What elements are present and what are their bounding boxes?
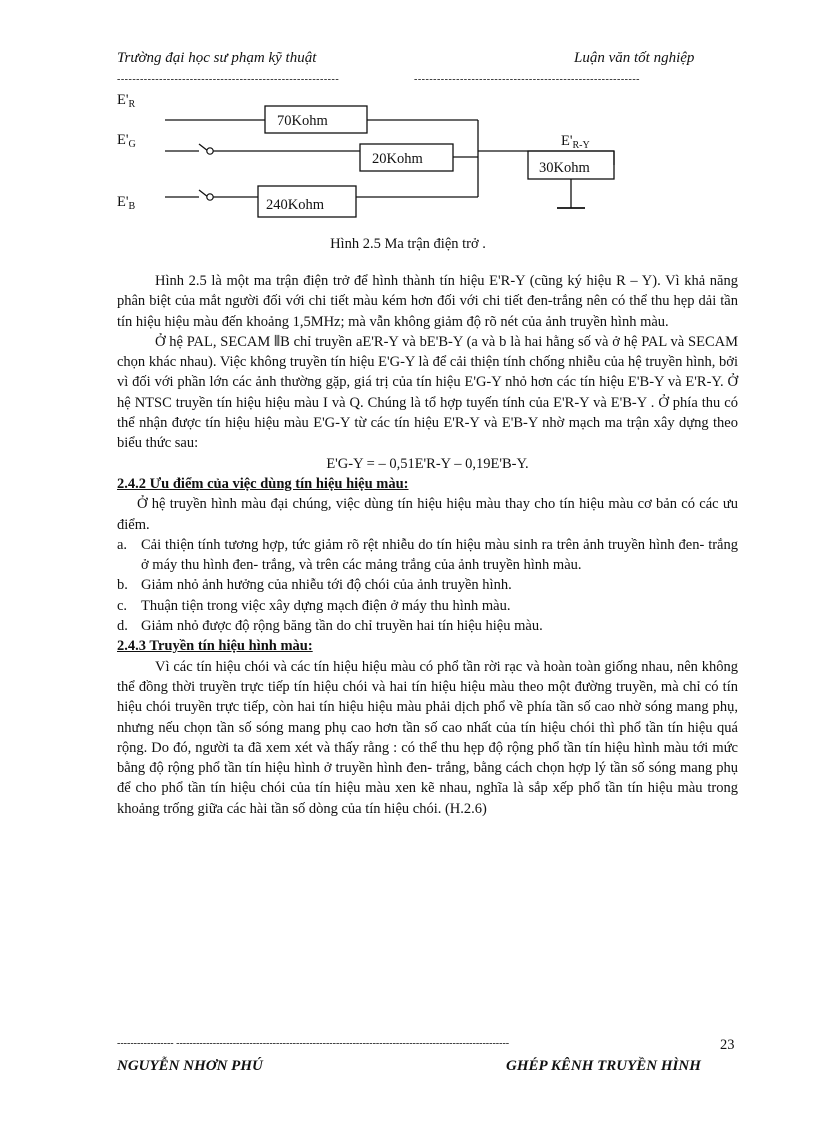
figure-caption: Hình 2.5 Ma trận điện trở . bbox=[330, 236, 486, 252]
label-resistor-30k: 30Kohm bbox=[539, 160, 590, 176]
list-item-text: Giảm nhỏ ảnh hưởng của nhiễu tới độ chói của ảnh truyền hình. bbox=[141, 577, 512, 594]
terminal-g bbox=[207, 148, 213, 154]
terminal-b bbox=[207, 194, 213, 200]
page-number: 23 bbox=[720, 1037, 735, 1053]
footer-author: NGUYỄN NHƠN PHÚ bbox=[117, 1058, 263, 1074]
list-item-text: Thuận tiện trong việc xây dựng mạch điện ở máy thu hình màu. bbox=[141, 597, 511, 614]
label-resistor-20k: 20Kohm bbox=[372, 151, 423, 167]
section-heading-2-4-2: 2.4.2 Ưu điểm của việc dùng tín hiệu hiệu màu: bbox=[117, 475, 409, 492]
paragraph-3: Ở hệ truyền hình màu đại chúng, việc dùng tín hiệu hiệu màu thay cho tín hiệu màu cơ bản có các ưu điểm. bbox=[117, 496, 738, 533]
list-item bbox=[117, 575, 738, 595]
list-item-label: b. bbox=[117, 577, 128, 594]
resistor-matrix-diagram bbox=[0, 0, 816, 260]
list-item-text: Giảm nhỏ được độ rộng băng tần do chỉ truyền hai tín hiệu hiệu màu. bbox=[141, 618, 543, 635]
footer-rule: ----------------- ---------------------------------------------------------------------------------------------------- bbox=[117, 1038, 510, 1049]
label-input-r: $E'_R$ bbox=[117, 92, 136, 110]
list-item bbox=[117, 616, 738, 636]
list-item-label: a. bbox=[117, 536, 128, 553]
list-item bbox=[117, 596, 738, 616]
label-resistor-240k: 240Kohm bbox=[266, 197, 324, 213]
section-heading-2-4-3: 2.4.3 Truyền tín hiệu hình màu: bbox=[117, 638, 313, 655]
paragraph-2: Ở hệ PAL, SECAM ⫴B chỉ truyền aE'R-Y và bE'B-Y (a và b là hai hằng số và ở hệ PAL và SECAM chọn khác nhau). Việc không truyền tín hiệu E'G-Y là để cải thiện tính chống nhiễu của hệ truyền hình, bởi vì đối với phần lớn các ảnh thường gặp, giá trị của tín hiệu E'G-Y nhỏ hơn các tín hiệu E'B-Y và E'R-Y. Ở hệ NTSC truyền tín hiệu hiệu màu I và Q. Chúng là tổ hợp tuyến tính của E'R-Y và E'B-Y . Ở phía thu có thể nhận được tín hiệu hiệu màu E'G-Y từ các tín hiệu E'R-Y và E'B-Y nhờ mạch ma trận xây dựng theo biểu thức sau: bbox=[117, 333, 738, 452]
label-output: $E'_{R-Y}$ bbox=[561, 133, 590, 151]
list-item bbox=[117, 535, 738, 576]
label-input-g: $E'_G$ bbox=[117, 132, 136, 150]
paragraph-4: Vì các tín hiệu chói và các tín hiệu hiệu màu có phổ tần rời rạc và hoàn toàn giống nhau, nên không thể đồng thời truyền trực tiếp tín hiệu chói và hai tín hiệu hiệu màu theo một đường truyền, mà chỉ có tín hiệu chói truyền trực tiếp, còn hai tín hiệu hiệu màu phải dịch phổ về phía tần số cao nhờ sóng mang phụ, nhưng nếu chọn tần số sóng mang phụ cao hơn tần số cao nhất của tín hiệu chói thì phổ tần tín hiệu quá rộng. Do đó, người ta đã xem xét và thấy rằng : có thể thu hẹp độ rộng phổ tần tín hiệu hình màu tới mức bằng độ rộng phổ tần tín hiệu hình ở truyền hình đen- trắng, bằng cách chọn hợp lý tần số sóng mang phụ để cho phổ tần tín hiệu chói của tín hiệu màu xen kẽ nhau, nghĩa là sắp xếp phổ tần tín hiệu màu trong khoảng trống giữa các hài tần số dòng của tín hiệu chói. (H.2.6) bbox=[117, 658, 738, 817]
header-thesis: Luận văn tốt nghiệp bbox=[574, 50, 695, 66]
footer-title: GHÉP KÊNH TRUYỀN HÌNH bbox=[506, 1058, 701, 1074]
label-input-b: $E'_B$ bbox=[117, 194, 136, 212]
paragraph-1: Hình 2.5 là một ma trận điện trở để hình thành tín hiệu E'R-Y (cũng ký hiệu R – Y). Vì khả năng phân biệt của mắt người đối với chi tiết màu kém hơn đối với chi tiết đen-trắng nên có thể thu hẹp dải tần tín hiệu hiệu màu đến khoảng 1,5MHz; mà vẫn không giảm độ rõ nét của ảnh truyền hình màu. bbox=[117, 273, 738, 330]
list-item-text: Cải thiện tính tương hợp, tức giảm rõ rệt nhiễu do tín hiệu màu sinh ra trên ảnh truyền hình đen- trắng ở máy thu hình đen- trắng, và trên các mảng trắng của ảnh truyền hình màu. bbox=[141, 536, 738, 574]
formula: E'G-Y = – 0,51E'R-Y – 0,19E'B-Y. bbox=[326, 455, 529, 472]
header-rule-right: ----------------------------------------------------------- bbox=[414, 74, 640, 85]
body-text bbox=[117, 271, 738, 819]
list-item-label: d. bbox=[117, 618, 128, 635]
label-resistor-70k: 70Kohm bbox=[277, 113, 328, 129]
header-rule-left: ---------------------------------------------------------- bbox=[117, 74, 340, 85]
header-school: Trường đại học sư phạm kỹ thuật bbox=[117, 50, 317, 66]
list-item-label: c. bbox=[117, 597, 128, 614]
